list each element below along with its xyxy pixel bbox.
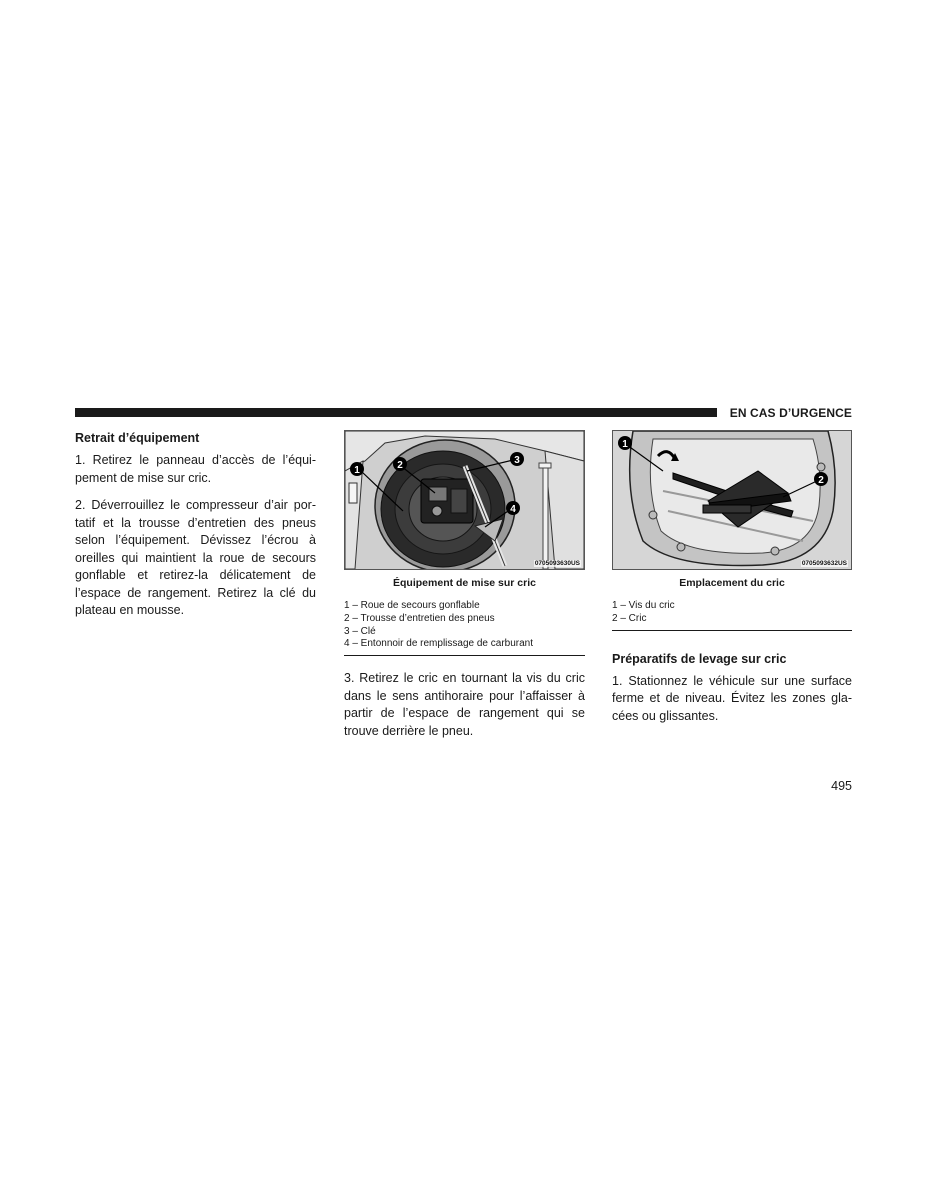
svg-text:2: 2 xyxy=(818,475,824,486)
figure-jack-location xyxy=(612,430,852,570)
figure-caption: Emplacement du cric xyxy=(679,577,785,589)
jacking-equipment-illustration xyxy=(345,431,584,569)
svg-text:3: 3 xyxy=(514,455,520,466)
header-rule xyxy=(75,408,717,417)
left-column xyxy=(75,430,316,620)
heading-equipment-removal: Retrait d’équipement xyxy=(75,431,200,445)
figure-jacking-equipment xyxy=(344,430,585,570)
section-title: EN CAS D’URGENCE xyxy=(729,406,852,420)
middle-column xyxy=(344,430,585,740)
svg-text:1: 1 xyxy=(622,439,628,450)
legend-item: 1 – Roue de secours gonflable xyxy=(344,600,480,611)
svg-text:4: 4 xyxy=(510,504,516,515)
figure-code: 0705093632US xyxy=(801,560,847,567)
page-number: 495 xyxy=(831,779,852,793)
heading-jacking-preparation: Préparatifs de levage sur cric xyxy=(612,651,787,666)
figure-code: 0705093630US xyxy=(534,560,580,567)
step-2-paragraph: 2. Déverrouillez le compresseur d’air por-tatif et la trousse d’entretien des pneus selon l’équipement. Dévissez l’écrou à oreilles qui maintient la roue de secours gonflable et retirez-la délicatement de l’espace de rangement. Retirez la clé du plateau en mousse. xyxy=(75,498,316,617)
figure-legend xyxy=(612,600,852,631)
callout-1-icon xyxy=(618,436,632,450)
callout-2-icon xyxy=(393,457,407,471)
figure-caption: Équipement de mise sur cric xyxy=(393,577,536,589)
right-column xyxy=(612,430,852,725)
callout-2-icon xyxy=(814,472,828,486)
legend-item: 1 – Vis du cric xyxy=(612,600,675,611)
callout-4-icon xyxy=(506,501,520,515)
step-1-paragraph: 1. Stationnez le véhicule sur une surface ferme et de niveau. Évitez les zones gla-cées ou glissantes. xyxy=(612,673,852,723)
legend-item: 2 – Cric xyxy=(612,612,647,624)
step-1-paragraph: 1. Retirez le panneau d’accès de l’équi-pement de mise sur cric. xyxy=(75,453,316,485)
legend-item: 3 – Clé xyxy=(344,625,376,637)
figure-legend xyxy=(344,600,585,656)
svg-text:1: 1 xyxy=(354,465,360,476)
legend-item: 4 – Entonnoir de remplissage de carburant xyxy=(344,638,534,650)
callout-1-icon xyxy=(350,462,364,476)
step-3-paragraph: 3. Retirez le cric en tournant la vis du cric dans le sens antihoraire pour l’affaisser à partir de l’espace de rangement qui se trouve derrière le pneu. xyxy=(344,671,585,738)
legend-item: 2 – Trousse d’entretien des pneus xyxy=(344,612,495,624)
callout-3-icon xyxy=(510,452,524,466)
jack-location-illustration xyxy=(613,431,851,569)
svg-text:2: 2 xyxy=(397,460,403,471)
